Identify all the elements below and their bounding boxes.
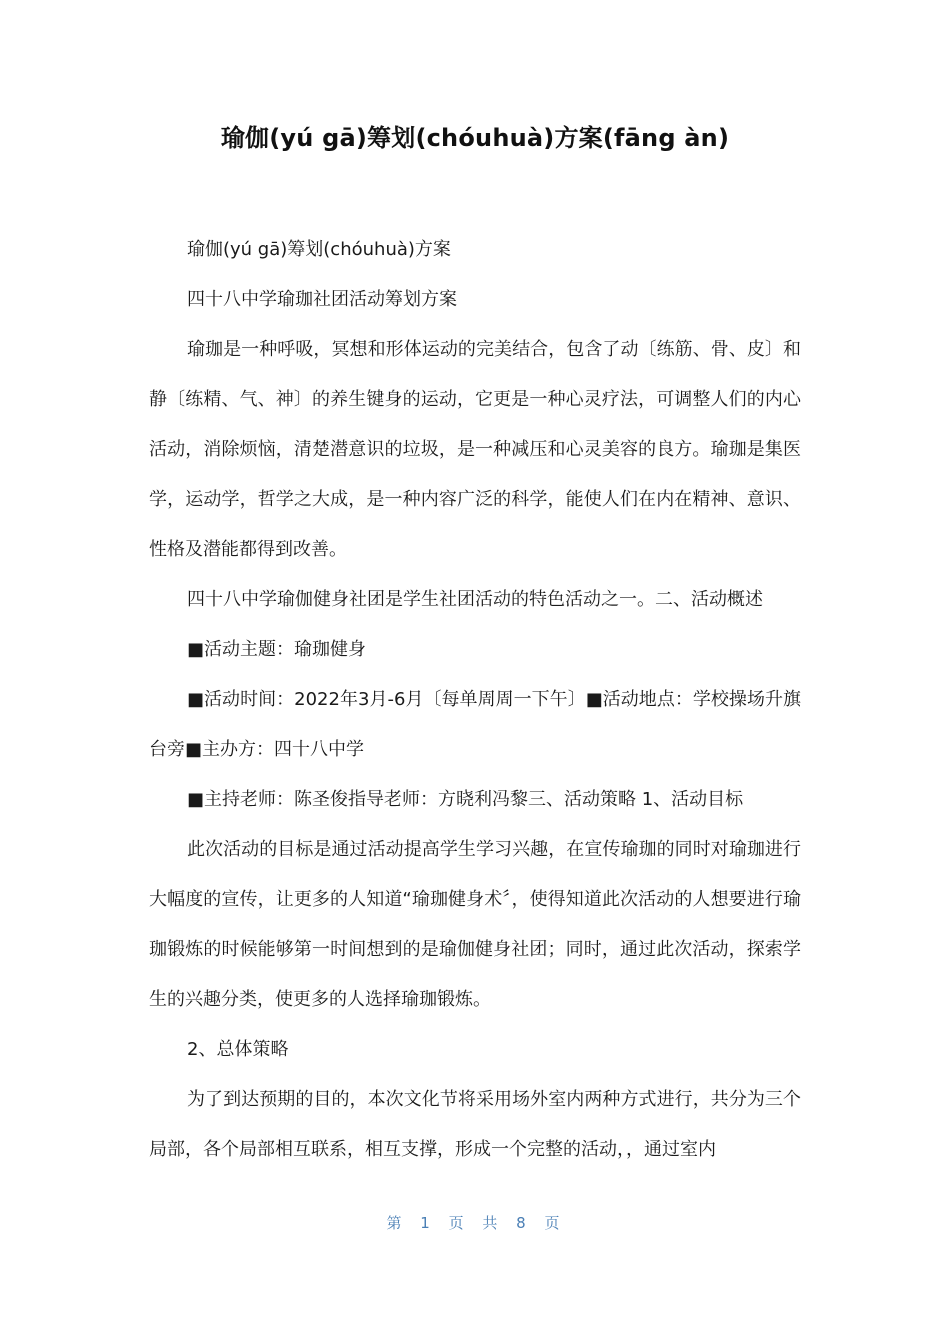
paragraph-teachers: ■主持老师：陈圣俊指导老师：方晓利冯黎三、活动策略 1、活动目标 bbox=[187, 789, 744, 810]
document-body bbox=[149, 225, 801, 1175]
document-title: 瑜伽(yú gā)筹划(chóuhuà)方案(fāng àn) bbox=[220, 124, 730, 152]
paragraph-strategy: 为了到达预期的目的，本次文化节将采用场外室内两种方式进行，共分为三个局部，各个局部相互联系，相互支撑，形成一个完整的活动，，通过室内 bbox=[149, 1089, 801, 1160]
paragraph-overview: 四十八中学瑜伽健身社团是学生社团活动的特色活动之一。二、活动概述 bbox=[187, 589, 763, 610]
paragraph-time-location: ■活动时间：2022年3月-6月〔每单周周一下午〕■活动地点：学校操场升旗台旁■主办方：四十八中学 bbox=[149, 689, 801, 760]
paragraph-intro: 瑜珈是一种呼吸，冥想和形体运动的完美结合，包含了动〔练筋、骨、皮〕和静〔练精、气、神〕的养生键身的运动，它更是一种心灵疗法，可调整人们的内心活动，消除烦恼，清楚潜意识的垃圾，是一种减压和心灵美容的良方。瑜珈是集医学，运动学，哲学之大成，是一种内容广泛的科学，能使人们在内在精神、意识、性格及潜能都得到改善。 bbox=[149, 339, 801, 560]
paragraph-strategy-heading: 2、总体策略 bbox=[187, 1039, 289, 1060]
page-number-footer: 第 1 页 共 8 页 bbox=[386, 1214, 564, 1232]
paragraph-goal: 此次活动的目标是通过活动提高学生学习兴趣，在宣传瑜珈的同时对瑜珈进行大幅度的宣传，让更多的人知道“瑜珈健身术〞，使得知道此次活动的人想要进行瑜珈锻炼的时候能够第一时间想到的是瑜伽健身社团；同时，通过此次活动，探索学生的兴趣分类，使更多的人选择瑜珈锻炼。 bbox=[149, 839, 801, 1010]
paragraph-subtitle: 四十八中学瑜珈社团活动筹划方案 bbox=[187, 289, 457, 310]
paragraph-theme: ■活动主题：瑜珈健身 bbox=[187, 639, 367, 660]
paragraph-heading: 瑜伽(yú gā)筹划(chóuhuà)方案 bbox=[187, 239, 451, 260]
